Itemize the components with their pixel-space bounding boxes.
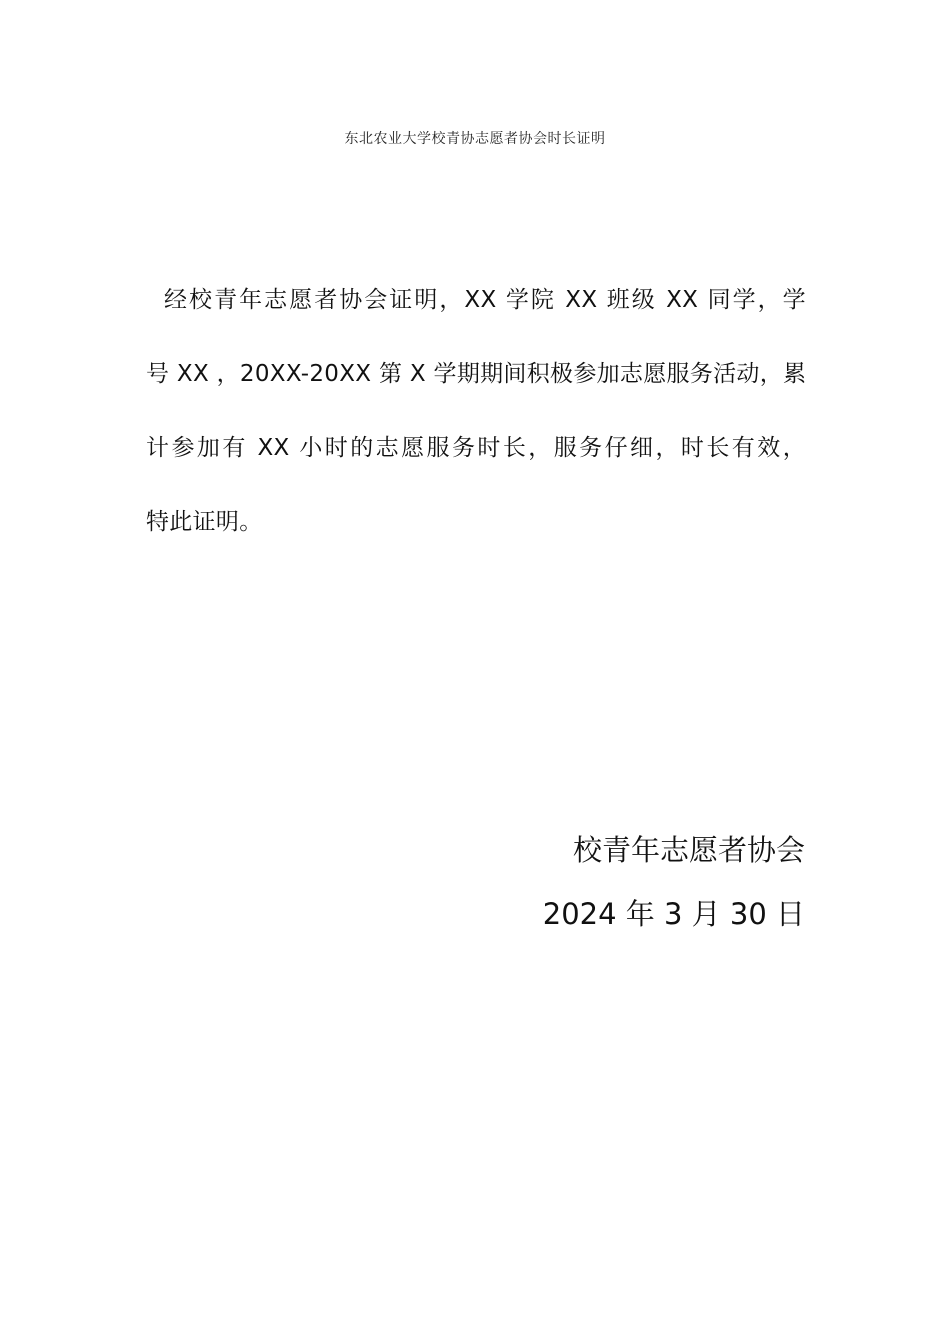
body-line-4: 特此证明。	[146, 509, 263, 535]
body-line-3: 计参加有 XX 小时的志愿服务时长，服务仔细，时长有效，	[146, 435, 806, 461]
signature-date: 2024 年 3 月 30 日	[542, 897, 805, 931]
signature-organization: 校青年志愿者协会	[572, 833, 805, 867]
signature-block	[543, 830, 805, 934]
certificate-body	[146, 282, 806, 578]
body-line-2: 号 XX ，20XX-20XX 第 X 学期期间积极参加志愿服务活动，累	[146, 361, 807, 387]
body-line-1: 经校青年志愿者协会证明，XX 学院 XX 班级 XX 同学，学	[164, 287, 806, 313]
document-header-title: 东北农业大学校青协志愿者协会时长证明	[344, 131, 606, 147]
